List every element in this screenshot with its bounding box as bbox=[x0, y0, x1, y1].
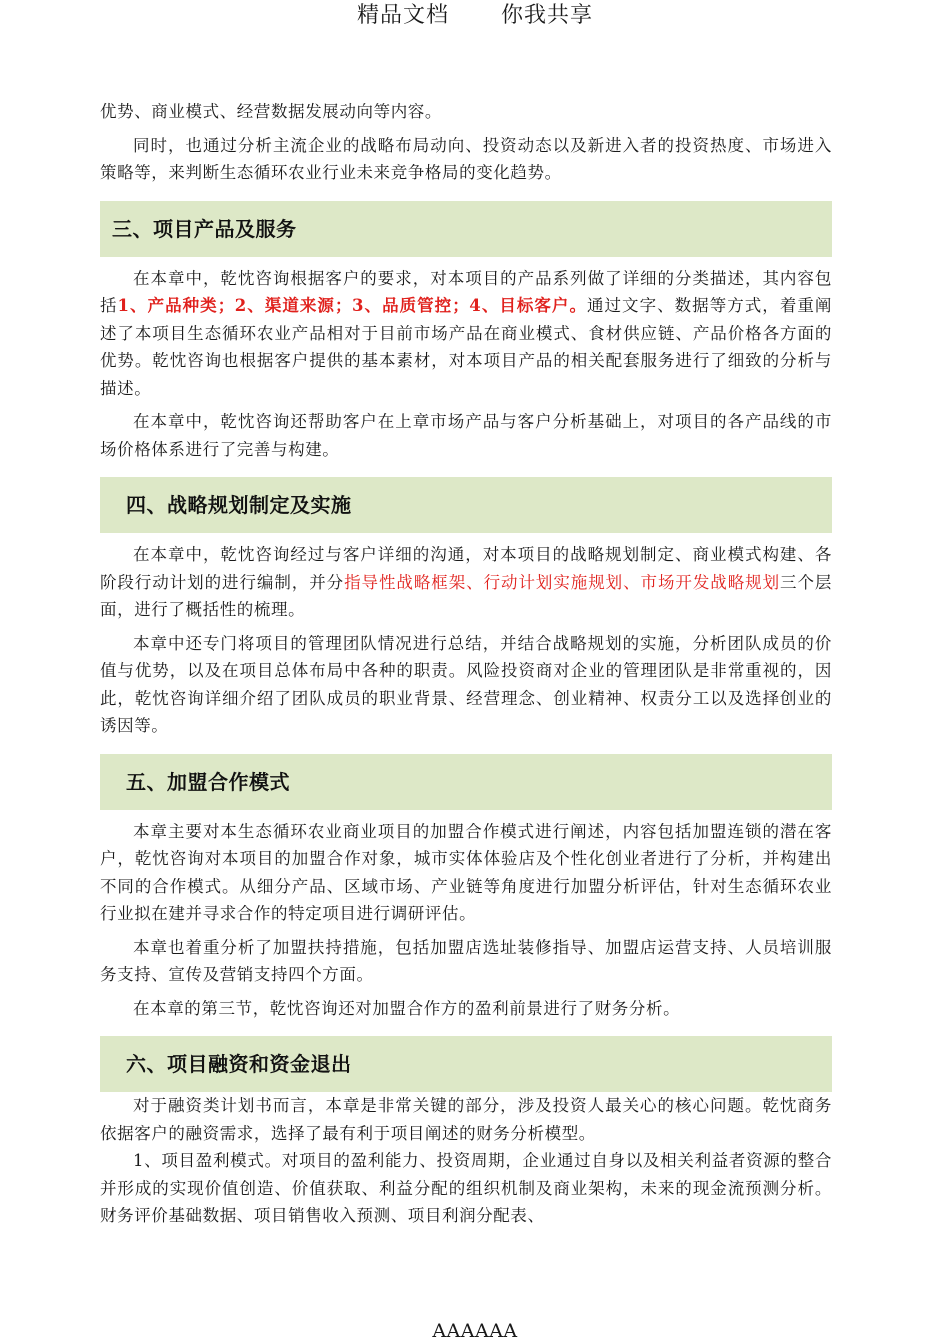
strategy-paragraph-2: 本章中还专门将项目的管理团队情况进行总结，并结合战略规划的实施，分析团队成员的价值与优势，以及在项目总体布局中各种的职责。风险投资商对企业的管理团队是非常重视的，因此，乾忱咨询详细介绍了团队成员的职业背景、经营理念、创业精神、权责分工以及选择创业的诱因等。 bbox=[100, 633, 832, 735]
products-paragraph-2: 在本章中，乾忱咨询还帮助客户在上章市场产品与客户分析基础上，对项目的各产品线的市场价格体系进行了完善与构建。 bbox=[100, 412, 832, 459]
strategy-p1-highlight: 指导性战略框架、行动计划实施规划、市场开发战略规划 bbox=[344, 572, 781, 592]
financing-paragraph-2: 1、项目盈利模式。对项目的盈利能力、投资周期，企业通过自身以及相关利益者资源的整合并形成的实现价值创造、价值获取、利益分配的组织机制及商业架构，未来的现金流预测分析。财务评价基础数据、项目销售收入预测、项目利润分配表、 bbox=[100, 1151, 832, 1225]
document-body bbox=[100, 98, 832, 1230]
franchise-paragraph-1: 本章主要对本生态循环农业商业项目的加盟合作模式进行阐述，内容包括加盟连锁的潜在客户，乾忱咨询对本项目的加盟合作对象，城市实体体验店及个性化创业者进行了分析，并构建出不同的合作模式。从细分产品、区域市场、产业链等角度进行加盟分析评估，针对生态循环农业行业拟在建并寻求合作的特定项目进行调研评估。 bbox=[100, 821, 832, 923]
section-heading-strategy: 四、战略规划制定及实施 bbox=[100, 477, 832, 533]
financing-paragraph-1: 对于融资类计划书而言，本章是非常关键的部分，涉及投资人最关心的核心问题。乾忱商务依据客户的融资需求，选择了最有利于项目阐述的财务分析模型。 bbox=[100, 1096, 832, 1143]
section-heading-products: 三、项目产品及服务 bbox=[100, 201, 832, 257]
products-paragraph-1 bbox=[100, 265, 832, 403]
franchise-paragraph-3: 在本章的第三节，乾忱咨询还对加盟合作方的盈利前景进行了财务分析。 bbox=[133, 998, 681, 1018]
strategy-p1-text-b: 三个层面，进行了概括性的梳理。 bbox=[100, 572, 832, 619]
intro-paragraph-2: 同时，也通过分析主流企业的战略布局动向、投资动态以及新进入者的投资热度、市场进入策略等，来判断生态循环农业行业未来竞争格局的变化趋势。 bbox=[100, 135, 832, 182]
products-p1-text-b: 通过文字、数据等方式，着重阐述了本项目生态循环农业产品相对于目前市场产品在商业模式、食材供应链、产品价格各方面的优势。乾忱咨询也根据客户提供的基本素材，对本项目产品的相关配套服务进行了细致的分析与描述。 bbox=[100, 296, 832, 398]
page-header bbox=[0, 0, 950, 32]
header-right-text: 你我共享 bbox=[501, 3, 594, 28]
header-left-text: 精品文档 bbox=[356, 3, 449, 28]
franchise-paragraph-2: 本章也着重分析了加盟扶持措施，包括加盟店选址装修指导、加盟店运营支持、人员培训服务支持、宣传及营销支持四个方面。 bbox=[100, 937, 832, 984]
section-heading-franchise: 五、加盟合作模式 bbox=[100, 754, 832, 810]
section-heading-financing: 六、项目融资和资金退出 bbox=[100, 1036, 832, 1092]
intro-paragraph-1: 优势、商业模式、经营数据发展动向等内容。 bbox=[100, 102, 442, 121]
products-p1-highlight: 1、产品种类；2、渠道来源；3、品质管控；4、目标客户。 bbox=[117, 296, 587, 315]
products-p1-text-a: 在本章中，乾忱咨询根据客户的要求，对本项目的产品系列做了详细的分类描述，其内容包括 bbox=[100, 268, 832, 315]
page-footer: AAAAAA bbox=[432, 1320, 518, 1342]
strategy-paragraph-1 bbox=[100, 541, 832, 624]
strategy-p1-text-a: 在本章中，乾忱咨询经过与客户详细的沟通，对本项目的战略规划制定、商业模式构建、各阶段行动计划的进行编制，并分 bbox=[100, 545, 832, 592]
